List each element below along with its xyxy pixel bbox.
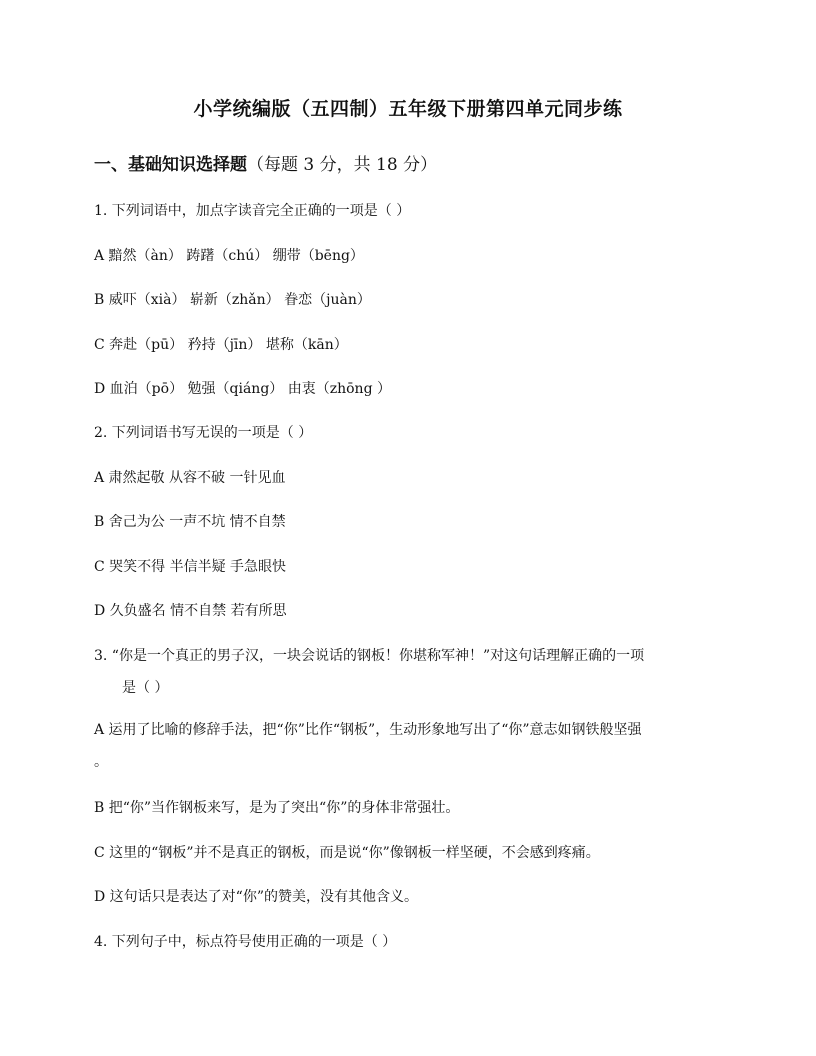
question-2-option-b: B 舍己为公 一声不坑 情不自禁 [94,514,286,530]
section-label: 一、基础知识选择题 [94,155,247,175]
question-2-option-d: D 久负盛名 情不自禁 若有所思 [94,603,287,619]
question-1-option-c: C 奔赴（pū） 矜持（jīn） 堪称（kān） [94,337,348,353]
question-1-stem: 1. 下列词语中，加点字读音完全正确的一项是（ ） [94,203,411,219]
question-1-option-a: A 黯然（àn） 踌躇（chú） 绷带（bēng） [94,248,364,264]
question-2-option-c: C 哭笑不得 半信半疑 手急眼快 [94,559,287,575]
question-1-option-b: B 威吓（xià） 崭新（zhǎn） 眷恋（juàn） [94,292,371,308]
question-4-stem: 4. 下列句子中，标点符号使用正确的一项是（ ） [94,934,397,950]
question-3-stem-continued: 是（ ） [122,680,169,696]
question-3-option-c: C 这里的“钢板”并不是真正的钢板，而是说“你”像钢板一样坚硬，不会感到疼痛。 [94,845,600,861]
section-heading [94,150,437,175]
section-note: （每题 3 分，共 18 分） [247,155,438,175]
question-2-stem: 2. 下列词语书写无误的一项是（ ） [94,425,313,441]
page-title: 小学统编版（五四制）五年级下册第四单元同步练 [193,98,623,120]
question-3-option-a-continued: 。 [94,754,108,770]
question-1-option-d: D 血泊（pō） 勉强（qiáng） 由衷（zhōng ） [94,381,391,397]
question-2-option-a: A 肃然起敬 从容不破 一针见血 [94,470,286,486]
question-3-option-d: D 这句话只是表达了对“你”的赞美，没有其他含义。 [94,889,418,905]
question-3-stem: 3. “你是一个真正的男子汉，一块会说话的钢板！你堪称军神！”对这句话理解正确的一项 [94,648,645,664]
question-3-option-b: B 把“你”当作钢板来写，是为了突出“你”的身体非常强壮。 [94,800,460,816]
question-3-option-a: A 运用了比喻的修辞手法，把“你”比作“钢板”，生动形象地写出了“你”意志如钢铁般坚强 [94,722,642,738]
